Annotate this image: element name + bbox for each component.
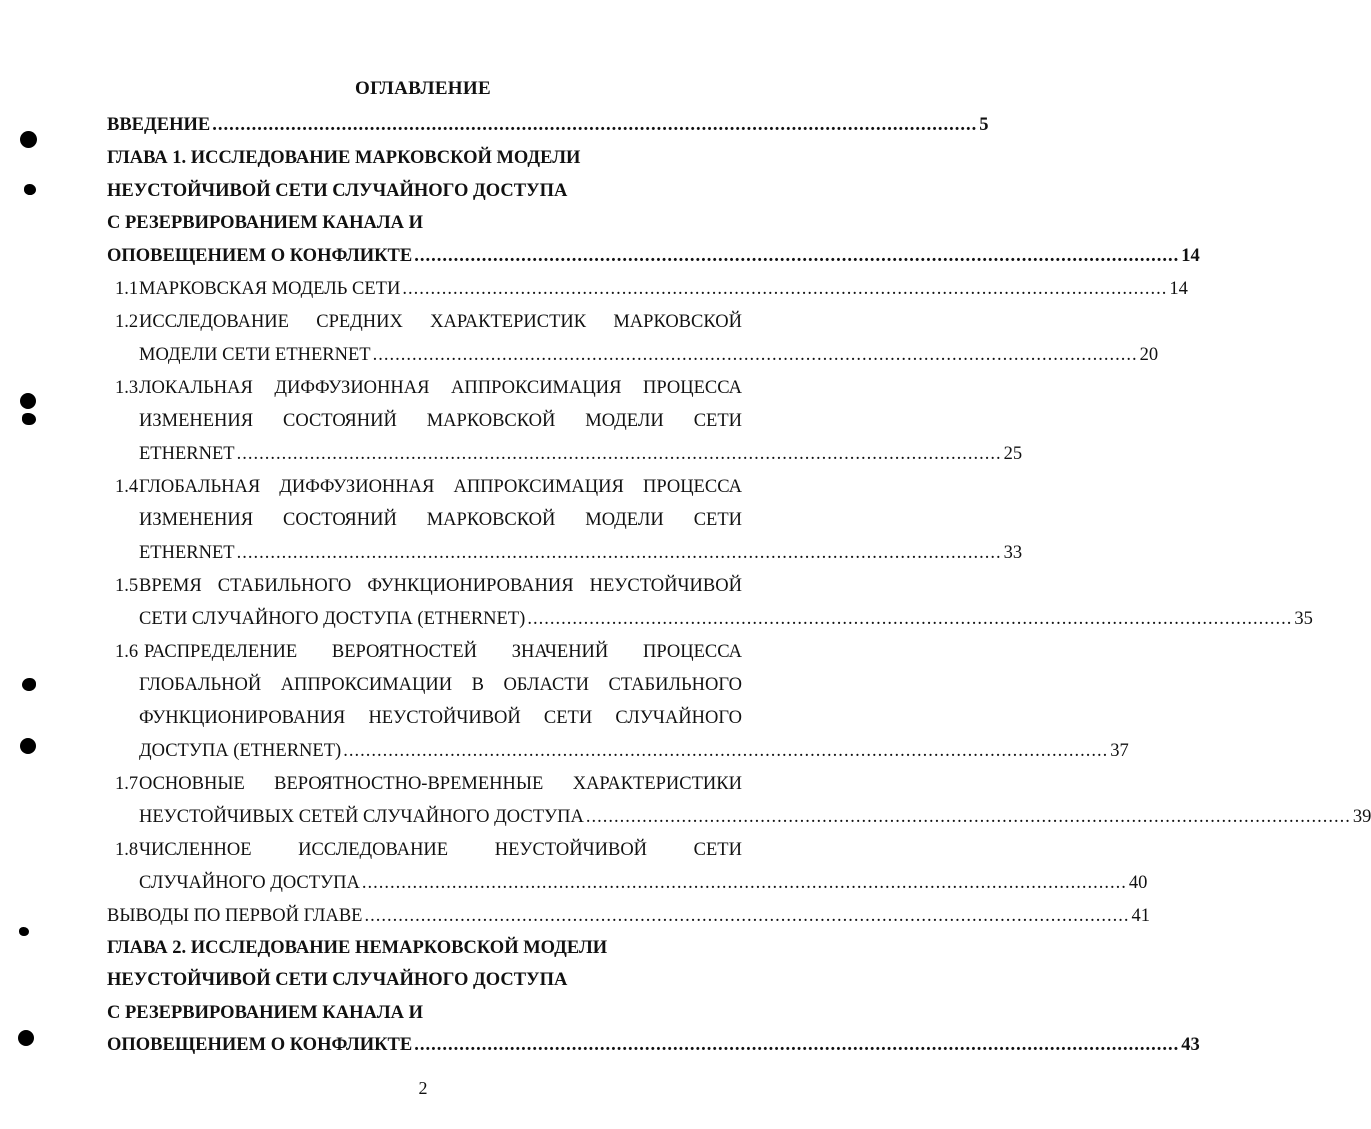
toc-section-1-2[interactable] xyxy=(139,309,742,335)
toc-section-1-3[interactable] xyxy=(139,375,742,401)
page-number: 2 xyxy=(418,1078,428,1098)
toc-section-1-3-cont[interactable] xyxy=(139,408,742,434)
toc-page-number: 25 xyxy=(1003,444,1023,464)
leader-dots: ........................................................................................................................................ xyxy=(585,807,1351,827)
toc-section-1-4-cont[interactable] xyxy=(139,507,742,533)
toc-entry-title-word: НЕУСТОЙЧИВОЙ xyxy=(368,708,521,728)
punch-hole xyxy=(20,131,37,148)
toc-entry-title-word: МОДЕЛИ xyxy=(585,510,664,530)
section-number: 1.2 xyxy=(115,312,139,332)
toc-section-1-3-cont[interactable] xyxy=(139,441,1023,467)
toc-entry-title-word: СЕТИ xyxy=(543,708,593,728)
toc-entry-title: С РЕЗЕРВИРОВАНИЕМ КАНАЛА И xyxy=(107,213,423,233)
toc-entry-title-word: ИССЛЕДОВАНИЕ xyxy=(298,840,449,860)
toc-entry-title-word: ВЕРОЯТНОСТЕЙ xyxy=(331,642,477,662)
toc-entry-title-word: ХАРАКТЕРИСТИКИ xyxy=(572,774,742,794)
toc-entry-title-word: СОСТОЯНИЙ xyxy=(283,510,397,530)
section-number: 1.3 xyxy=(115,378,139,398)
toc-section-1-7[interactable] xyxy=(139,771,742,797)
toc-entry-title-word: ПРОЦЕССА xyxy=(642,477,742,497)
toc-entry-title: ГЛАВА 1. ИССЛЕДОВАНИЕ МАРКОВСКОЙ МОДЕЛИ xyxy=(107,148,581,168)
toc-entry-title-word: СТАБИЛЬНОГО xyxy=(608,675,742,695)
toc-chapter-2-line[interactable] xyxy=(107,935,607,961)
toc-page-number: 33 xyxy=(1003,543,1023,563)
toc-entry-title: МОДЕЛИ СЕТИ ETHERNET xyxy=(139,345,371,365)
toc-entry-title: ОПОВЕЩЕНИЕМ О КОНФЛИКТЕ xyxy=(107,1035,413,1055)
toc-entry-title: ГЛАВА 2. ИССЛЕДОВАНИЕ НЕМАРКОВСКОЙ МОДЕЛИ xyxy=(107,938,608,958)
toc-entry-title-word: СЕТИ xyxy=(693,840,742,860)
punch-hole-fragment xyxy=(22,413,36,425)
toc-entry-title-word: СРЕДНИХ xyxy=(316,312,403,332)
toc-entry-title: ОПОВЕЩЕНИЕМ О КОНФЛИКТЕ xyxy=(107,246,413,266)
toc-chapter-2-line[interactable] xyxy=(107,1032,1200,1058)
toc-entry-title: ВВЕДЕНИЕ xyxy=(107,115,211,135)
toc-section-1-4[interactable] xyxy=(139,474,742,500)
toc-section-1-6-cont[interactable] xyxy=(139,705,742,731)
leader-dots: ........................................................................................................................................ xyxy=(361,873,1127,893)
toc-entry-title-word: ОСНОВНЫЕ xyxy=(139,774,245,794)
toc-section-1-6-cont[interactable] xyxy=(139,672,742,698)
toc-entry-title-word: МОДЕЛИ xyxy=(585,411,664,431)
toc-page-number: 35 xyxy=(1294,609,1313,629)
toc-page-number: 41 xyxy=(1131,906,1150,926)
section-number: 1.4 xyxy=(115,477,139,497)
toc-entry-title-word: ЛОКАЛЬНАЯ xyxy=(139,378,253,398)
toc-chapter-1-line[interactable] xyxy=(107,178,567,204)
toc-chapter-1-line[interactable] xyxy=(107,145,580,171)
toc-section-1-1[interactable] xyxy=(139,276,1188,302)
toc-entry-title-word: ЗНАЧЕНИЙ xyxy=(511,642,609,662)
leader-dots: ........................................................................................................................................ xyxy=(236,444,1002,464)
toc-entry-title-word: ФУНКЦИОНИРОВАНИЯ xyxy=(139,708,346,728)
toc-entry-title-word: ИЗМЕНЕНИЯ xyxy=(139,411,254,431)
toc-entry-title-word: СЛУЧАЙНОГО xyxy=(615,708,742,728)
leader-dots: ........................................................................................................................................ xyxy=(364,906,1130,926)
toc-entry-title-word: СТАБИЛЬНОГО xyxy=(217,576,352,596)
toc-entry-title-word: МАРКОВСКОЙ xyxy=(613,312,742,332)
punch-hole xyxy=(20,738,36,754)
punch-hole xyxy=(18,1030,34,1046)
toc-chapter-2-line[interactable] xyxy=(107,1000,423,1026)
toc-entry-title-word: ХАРАКТЕРИСТИК xyxy=(430,312,587,332)
leader-dots: ........................................................................................................................................ xyxy=(414,1035,1180,1055)
toc-entry-title-word: ФУНКЦИОНИРОВАНИЯ xyxy=(367,576,574,596)
toc-entry-title-word: СЕТИ xyxy=(693,510,742,530)
toc-entry-title: НЕУСТОЙЧИВЫХ СЕТЕЙ СЛУЧАЙНОГО ДОСТУПА xyxy=(139,807,584,827)
toc-section-1-7-cont[interactable] xyxy=(139,804,1371,830)
toc-entry-title-word: ГЛОБАЛЬНАЯ xyxy=(139,477,261,497)
toc-page-number: 43 xyxy=(1181,1035,1200,1055)
toc-section-1-8-cont[interactable] xyxy=(139,870,1148,896)
toc-entry-title-word: МАРКОВСКОЙ xyxy=(426,411,556,431)
section-number: 1.7 xyxy=(115,774,139,794)
toc-entry-title-word: АППРОКСИМАЦИЯ xyxy=(453,477,624,497)
section-number: 1.5 xyxy=(115,576,139,596)
toc-entry-title: С РЕЗЕРВИРОВАНИЕМ КАНАЛА И xyxy=(107,1003,423,1023)
toc-entry-title: ДОСТУПА (ETHERNET) xyxy=(139,741,342,761)
toc-entry-title-word: ВРЕМЯ xyxy=(139,576,202,596)
toc-entry-title-word: СЕТИ xyxy=(693,411,742,431)
toc-page-number: 14 xyxy=(1169,279,1188,299)
punch-hole-fragment xyxy=(24,184,36,195)
toc-section-1-5[interactable] xyxy=(139,573,742,599)
toc-chapter-1-line[interactable] xyxy=(107,243,1200,269)
toc-entry-intro[interactable] xyxy=(107,112,989,138)
toc-page-number: 20 xyxy=(1139,345,1159,365)
toc-entry-title: ВЫВОДЫ ПО ПЕРВОЙ ГЛАВЕ xyxy=(107,906,363,926)
toc-page-number: 40 xyxy=(1128,873,1148,893)
toc-page-number: 5 xyxy=(979,115,989,135)
toc-entry-title-word: ИССЛЕДОВАНИЕ xyxy=(139,312,289,332)
toc-chapter-2-line[interactable] xyxy=(107,967,567,993)
punch-hole xyxy=(20,393,36,409)
toc-entry-title-word: СОСТОЯНИЙ xyxy=(283,411,397,431)
leader-dots: ........................................................................................................................................ xyxy=(414,246,1180,266)
punch-hole-fragment xyxy=(19,927,29,936)
leader-dots: ........................................................................................................................................ xyxy=(343,741,1109,761)
toc-entry-title-word: НЕУСТОЙЧИВОЙ xyxy=(589,576,742,596)
toc-entry-title-word: ПРОЦЕССА xyxy=(642,378,742,398)
toc-section-1-4-cont[interactable] xyxy=(139,540,1023,566)
toc-entry-title: СЕТИ СЛУЧАЙНОГО ДОСТУПА (ETHERNET) xyxy=(139,609,526,629)
toc-page-number: 39 xyxy=(1352,807,1371,827)
toc-chapter-1-line[interactable] xyxy=(107,210,423,236)
toc-entry-title-word: ДИФФУЗИОННАЯ xyxy=(279,477,435,497)
section-number: 1.6 xyxy=(115,642,139,662)
toc-entry-title: НЕУСТОЙЧИВОЙ СЕТИ СЛУЧАЙНОГО ДОСТУПА xyxy=(107,181,568,201)
toc-section-1-6[interactable] xyxy=(144,639,742,665)
toc-entry-title-word: АППРОКСИМАЦИИ xyxy=(280,675,453,695)
toc-entry-title-word: ИЗМЕНЕНИЯ xyxy=(139,510,254,530)
toc-entry-title: СЛУЧАЙНОГО ДОСТУПА xyxy=(139,873,360,893)
toc-entry-title-word: АППРОКСИМАЦИЯ xyxy=(451,378,622,398)
toc-section-1-2-cont[interactable] xyxy=(139,342,1159,368)
toc-entry-title-word: ЧИСЛЕННОЕ xyxy=(139,840,252,860)
toc-entry-title-word: В xyxy=(471,675,484,695)
toc-section-1-5-cont[interactable] xyxy=(139,606,1313,632)
leader-dots: ........................................................................................................................................ xyxy=(402,279,1168,299)
leader-dots: ........................................................................................................................................ xyxy=(236,543,1002,563)
toc-entry-conclusions[interactable] xyxy=(107,903,1150,929)
toc-entry-title-word: ВЕРОЯТНОСТНО-ВРЕМЕННЫЕ xyxy=(274,774,544,794)
toc-entry-title-word: НЕУСТОЙЧИВОЙ xyxy=(494,840,648,860)
toc-section-1-8[interactable] xyxy=(139,837,742,863)
toc-page-number: 37 xyxy=(1110,741,1129,761)
punch-hole-fragment xyxy=(22,678,36,691)
toc-entry-title-word: РАСПРЕДЕЛЕНИЕ xyxy=(144,642,298,662)
leader-dots: ........................................................................................................................................ xyxy=(527,609,1293,629)
toc-entry-title-word: ДИФФУЗИОННАЯ xyxy=(274,378,430,398)
toc-section-1-6-cont[interactable] xyxy=(139,738,1129,764)
leader-dots: ........................................................................................................................................ xyxy=(212,115,978,135)
toc-entry-title: ETHERNET xyxy=(139,543,235,563)
toc-entry-title: НЕУСТОЙЧИВОЙ СЕТИ СЛУЧАЙНОГО ДОСТУПА xyxy=(107,970,568,990)
toc-page-number: 14 xyxy=(1181,246,1200,266)
toc-entry-title: ETHERNET xyxy=(139,444,235,464)
toc-entry-title-word: ОБЛАСТИ xyxy=(503,675,589,695)
section-number: 1.1 xyxy=(115,279,139,299)
leader-dots: ........................................................................................................................................ xyxy=(372,345,1138,365)
toc-entry-title-word: ПРОЦЕССА xyxy=(642,642,742,662)
toc-entry-title: МАРКОВСКАЯ МОДЕЛЬ СЕТИ xyxy=(139,279,401,299)
toc-entry-title-word: ГЛОБАЛЬНОЙ xyxy=(139,675,262,695)
toc-title: ОГЛАВЛЕНИЕ xyxy=(355,78,491,99)
section-number: 1.8 xyxy=(115,840,139,860)
toc-entry-title-word: МАРКОВСКОЙ xyxy=(426,510,556,530)
